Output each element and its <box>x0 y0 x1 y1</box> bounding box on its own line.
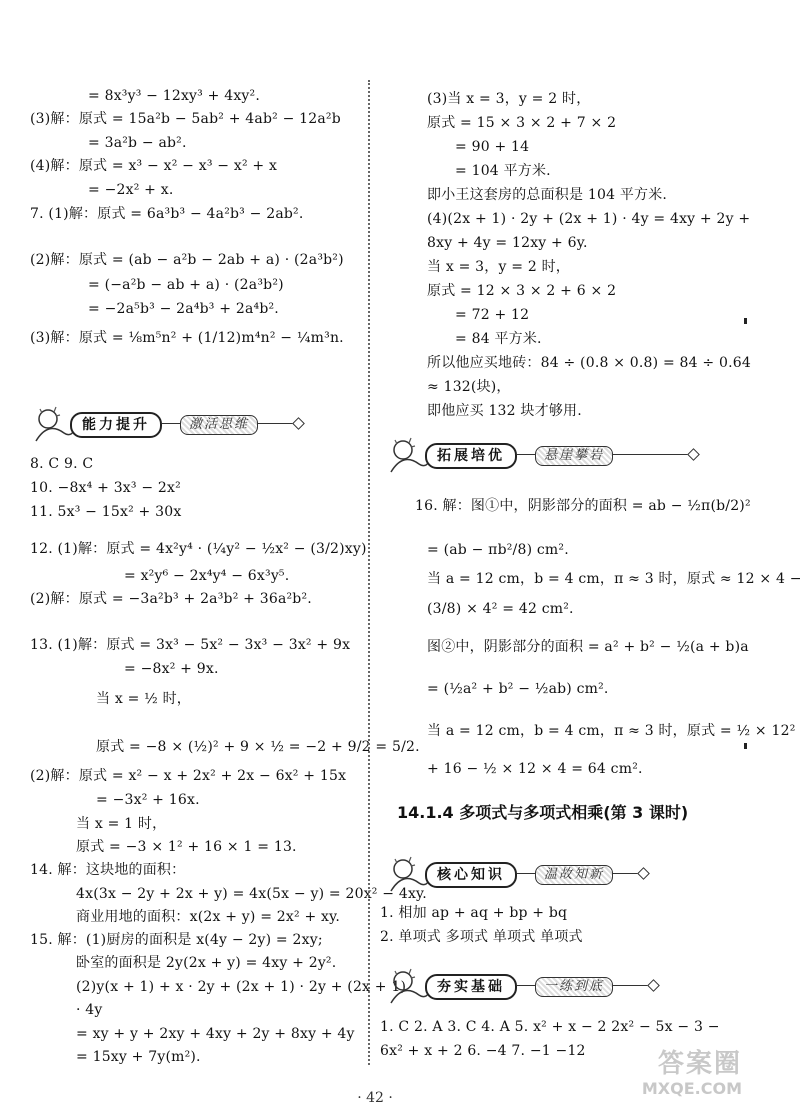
solution-line: = 15xy + 7y(m²). <box>76 1049 201 1065</box>
solution-line: = 3a²b − ab². <box>88 135 187 151</box>
solution-line: (3)当 x = 3，y = 2 时， <box>427 91 591 107</box>
section-title: 14.1.4 多项式与多项式相乘(第 3 课时) <box>397 803 689 822</box>
solution-line: 原式 = 12 × 3 × 2 + 6 × 2 <box>427 283 617 299</box>
section-banner <box>30 403 302 447</box>
solution-line: 当 a = 12 cm，b = 4 cm，π ≈ 3 时，原式 ≈ 12 × 4 − <box>427 571 802 587</box>
solution-line: (3/8) × 4² = 42 cm². <box>427 601 574 617</box>
solution-line: 14. 解：这块地的面积： <box>30 862 186 878</box>
banner-tagline: 一练到底 <box>535 977 613 997</box>
solution-line: (2)解：原式 = (ab − a²b − 2ab + a) · (2a³b²) <box>30 252 344 268</box>
solution-line: 即他应买 132 块才够用. <box>427 403 582 419</box>
solution-line: (2)解：原式 = x² − x + 2x² + 2x − 6x² + 15x <box>30 768 347 784</box>
banner-end-diamond <box>637 867 650 880</box>
solution-line: (4)(2x + 1) · 2y + (2x + 1) · 4y = 4xy + 2y + <box>427 211 751 227</box>
solution-line: = (ab − πb²/8) cm². <box>427 542 569 558</box>
watermark-text: 答案圈 <box>657 1049 742 1079</box>
solution-line: = xy + y + 2xy + 4xy + 2y + 8xy + 4y <box>76 1026 355 1042</box>
solution-line: 1. 相加 ap + aq + bp + bq <box>380 905 568 921</box>
solution-line: 所以他应买地砖：84 ÷ (0.8 × 0.8) = 84 ÷ 0.64 <box>427 355 751 371</box>
section-banner <box>385 965 657 1009</box>
solution-line: (3)解：原式 = 15a²b − 5ab² + 4ab² − 12a²b <box>30 111 341 127</box>
banner-end-diamond <box>647 979 660 992</box>
solution-line: ≈ 132(块)， <box>427 379 511 395</box>
banner-label: 核心知识 <box>425 862 517 888</box>
solution-line: 13. (1)解：原式 = 3x³ − 5x² − 3x³ − 3x² + 9x <box>30 637 351 653</box>
solution-line: (3)解：原式 = ⅛m⁵n² + (1/12)m⁴n² − ¼m³n. <box>30 330 344 346</box>
solution-line: = −3x² + 16x. <box>96 792 200 808</box>
page-number: · 42 · <box>357 1090 393 1106</box>
solution-line: 12. (1)解：原式 = 4x²y⁴ · (¼y² − ½x² − (3/2)xy) <box>30 541 367 557</box>
solution-line: 商业用地的面积：x(2x + y) = 2x² + xy. <box>76 909 341 925</box>
solution-line: = 8x³y³ − 12xy³ + 4xy². <box>88 88 260 104</box>
solution-line: = 72 + 12 <box>455 307 530 323</box>
solution-line: 卧室的面积是 2y(2x + y) = 4xy + 2y². <box>76 955 337 971</box>
banner-end-diamond <box>687 448 700 461</box>
solution-line: 图②中，阴影部分的面积 = a² + b² − ½(a + b)a <box>427 639 749 655</box>
margin-mark <box>744 743 747 749</box>
solution-line: 当 a = 12 cm，b = 4 cm，π ≈ 3 时，原式 = ½ × 12² <box>427 723 796 739</box>
solution-line: = (−a²b − ab + a) · (2a³b²) <box>88 277 284 293</box>
solution-line: 原式 = −8 × (½)² + 9 × ½ = −2 + 9/2 = 5/2. <box>96 739 420 755</box>
banner-tagline: 激活思维 <box>180 415 258 435</box>
solution-line: 6x² + x + 2 6. −4 7. −1 −12 <box>380 1043 586 1059</box>
solution-line: = (½a² + b² − ½ab) cm². <box>427 681 609 697</box>
solution-line: = −2x² + x. <box>88 182 174 198</box>
solution-line: 当 x = ½ 时， <box>96 691 191 707</box>
solution-line: (4)解：原式 = x³ − x² − x³ − x² + x <box>30 158 278 174</box>
banner-tagline: 温故知新 <box>535 865 613 885</box>
solution-line: = x²y⁶ − 2x⁴y⁴ − 6x³y⁵. <box>124 568 290 584</box>
solution-line: = 104 平方米. <box>455 163 551 179</box>
solution-line: (2)y(x + 1) + x · 2y + (2x + 1) · 2y + (2x + 1) <box>76 979 407 995</box>
solution-line: 4x(3x − 2y + 2x + y) = 4x(5x − y) = 20x² − 4xy. <box>76 886 427 902</box>
solution-line: 8. C 9. C <box>30 456 94 472</box>
column-divider <box>368 80 370 1065</box>
solution-line: 当 x = 1 时， <box>76 816 167 832</box>
watermark <box>622 1049 742 1109</box>
banner-label: 拓展培优 <box>425 443 517 469</box>
section-banner <box>385 853 647 897</box>
solution-line: 2. 单项式 多项式 单项式 单项式 <box>380 929 583 945</box>
banner-tagline: 悬崖攀岩 <box>535 446 613 466</box>
watermark-url: MXQE.COM <box>641 1079 742 1098</box>
banner-end-diamond <box>292 417 305 430</box>
banner-label: 夯实基础 <box>425 974 517 1000</box>
solution-line: + 16 − ½ × 12 × 4 = 64 cm². <box>427 761 643 777</box>
solution-line: · 4y <box>76 1002 103 1018</box>
solution-line: 1. C 2. A 3. C 4. A 5. x² + x − 2 2x² − 5x − 3 − <box>380 1019 720 1035</box>
solution-line: = 84 平方米. <box>455 331 542 347</box>
solution-line: 当 x = 3，y = 2 时， <box>427 259 570 275</box>
margin-mark <box>744 318 747 324</box>
solution-line: 原式 = −3 × 1² + 16 × 1 = 13. <box>76 839 297 855</box>
solution-line: 11. 5x³ − 15x² + 30x <box>30 504 182 520</box>
solution-line: (2)解：原式 = −3a²b³ + 2a³b² + 36a²b². <box>30 591 312 607</box>
solution-line: 10. −8x⁴ + 3x³ − 2x² <box>30 480 181 496</box>
solution-line: 16. 解：图①中，阴影部分的面积 = ab − ½π(b/2)² <box>415 498 751 514</box>
right-column <box>375 0 802 1115</box>
solution-line: 8xy + 4y = 12xy + 6y. <box>427 235 588 251</box>
solution-line: 7. (1)解：原式 = 6a³b³ − 4a²b³ − 2ab². <box>30 206 304 222</box>
solution-line: = −2a⁵b³ − 2a⁴b³ + 2a⁴b². <box>88 301 279 317</box>
banner-label: 能力提升 <box>70 412 162 438</box>
solution-line: = 90 + 14 <box>455 139 530 155</box>
solution-line: 原式 = 15 × 3 × 2 + 7 × 2 <box>427 115 617 131</box>
solution-line: 15. 解：(1)厨房的面积是 x(4y − 2y) = 2xy; <box>30 932 323 948</box>
solution-line: 即小王这套房的总面积是 104 平方米. <box>427 187 668 203</box>
section-banner <box>385 434 697 478</box>
solution-line: = −8x² + 9x. <box>124 661 219 677</box>
